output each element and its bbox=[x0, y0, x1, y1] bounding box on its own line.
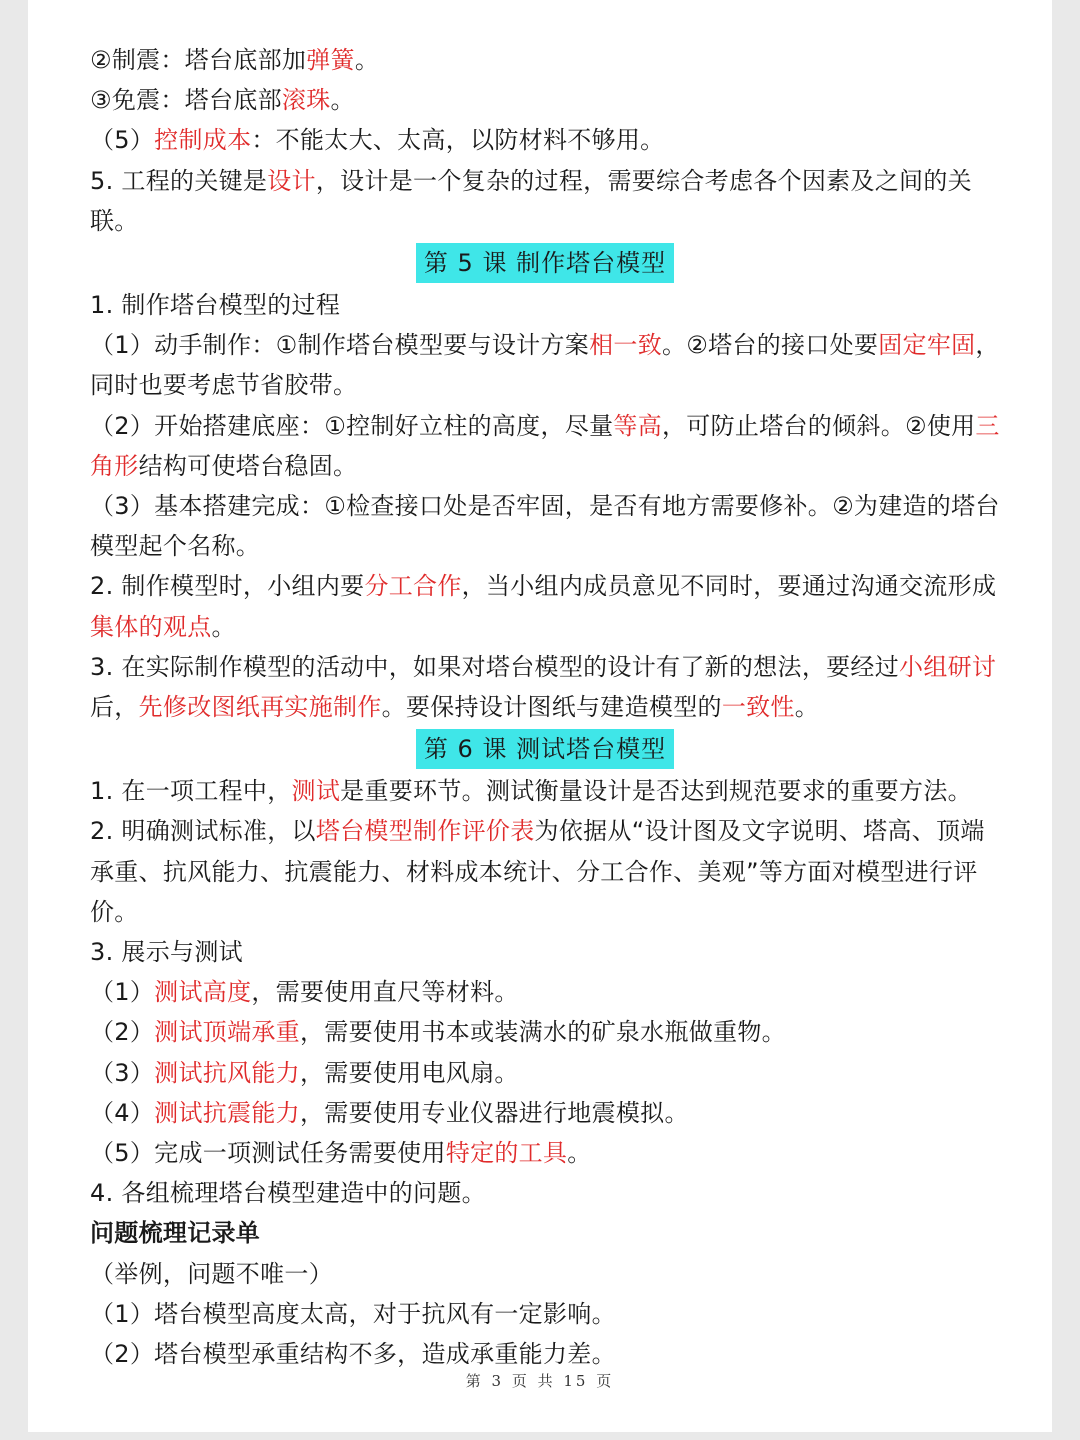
page-footer: 第 3 页 共 15 页 bbox=[465, 1372, 615, 1390]
text-segment: ，可防止塔台的倾斜。②使用 bbox=[662, 411, 976, 440]
text-segment: ③免震：塔台底部 bbox=[90, 86, 282, 115]
key-term: 分工合作 bbox=[364, 572, 462, 601]
text-segment: ，同时也要考虑节省胶带。 bbox=[90, 331, 1000, 400]
lesson-heading-highlight bbox=[416, 243, 674, 283]
key-term: 弹簧 bbox=[306, 46, 355, 74]
text-line bbox=[90, 80, 1000, 120]
text-line bbox=[90, 566, 1000, 646]
text-segment: 1. 制作塔台模型的过程 bbox=[90, 291, 341, 320]
key-term: 小组研讨 bbox=[899, 652, 997, 681]
key-term: 集体的观点 bbox=[90, 612, 212, 641]
text-segment: （3） bbox=[90, 1058, 155, 1087]
text-segment: 。②塔台的接口处要 bbox=[662, 331, 879, 360]
text-segment: 问题梳理记录单 bbox=[90, 1219, 261, 1248]
text-line bbox=[90, 325, 1000, 405]
text-segment: 。 bbox=[211, 612, 236, 641]
text-segment: 3. 展示与测试 bbox=[90, 938, 243, 967]
text-line bbox=[90, 811, 1000, 932]
text-segment: （4） bbox=[90, 1098, 155, 1127]
text-segment: （1） bbox=[90, 978, 155, 1007]
key-term: 测试顶端承重 bbox=[154, 1018, 300, 1047]
text-segment: （1）塔台模型高度太高，对于抗风有一定影响。 bbox=[90, 1299, 616, 1328]
text-segment: （2） bbox=[90, 1018, 155, 1047]
document-body bbox=[90, 40, 1000, 1374]
text-segment: 结构可使塔台稳固。 bbox=[138, 451, 358, 480]
text-line bbox=[90, 40, 1000, 80]
text-segment: ，需要使用书本或装满水的矿泉水瓶做重物。 bbox=[299, 1018, 786, 1047]
text-line bbox=[90, 406, 1000, 486]
key-term: 测试抗风能力 bbox=[154, 1058, 300, 1087]
text-segment: 。 bbox=[354, 46, 380, 74]
key-term: 特定的工具 bbox=[445, 1139, 568, 1168]
key-term: 一致性 bbox=[721, 693, 795, 722]
text-line bbox=[90, 1053, 1000, 1093]
text-segment: 。 bbox=[794, 693, 820, 722]
text-segment: ，当小组内成员意见不同时，要通过沟通交流形成 bbox=[461, 572, 997, 601]
text-segment: （5） bbox=[90, 126, 155, 155]
text-line bbox=[90, 285, 1000, 325]
text-line bbox=[90, 771, 1000, 811]
text-line bbox=[90, 486, 1000, 566]
key-term: 设计 bbox=[267, 166, 316, 195]
text-segment: ，设计是一个复杂的过程，需要综合考虑各个因素及之间的关联。 bbox=[90, 166, 972, 235]
key-term: 控制成本 bbox=[154, 126, 252, 155]
text-segment: 是重要环节。测试衡量设计是否达到规范要求的重要方法。 bbox=[340, 777, 972, 806]
key-term: 滚珠 bbox=[281, 86, 331, 115]
text-line bbox=[90, 1294, 1000, 1334]
text-line bbox=[90, 161, 1000, 241]
text-segment: 2. 明确测试标准，以 bbox=[90, 817, 316, 846]
text-line bbox=[90, 647, 1000, 727]
key-term: 塔台模型制作评价表 bbox=[315, 817, 535, 846]
lesson-heading bbox=[90, 241, 1000, 285]
text-line bbox=[90, 1093, 1000, 1133]
key-term: 测试 bbox=[291, 777, 341, 806]
text-segment: 1. 在一项工程中， bbox=[90, 777, 292, 806]
text-segment: （2）开始搭建底座：①控制好立柱的高度，尽量 bbox=[90, 411, 614, 440]
key-term: 固定牢固 bbox=[878, 331, 976, 360]
text-segment: 3. 在实际制作模型的活动中，如果对塔台模型的设计有了新的想法，要经过 bbox=[90, 652, 900, 681]
text-segment: 后， bbox=[90, 693, 139, 722]
text-segment: （2）塔台模型承重结构不多，造成承重能力差。 bbox=[90, 1340, 616, 1369]
key-term: 测试抗震能力 bbox=[154, 1098, 300, 1127]
lesson-heading-highlight bbox=[416, 729, 674, 769]
key-term: 先修改图纸再实施制作 bbox=[138, 693, 382, 722]
text-segment: ，需要使用专业仪器进行地震模拟。 bbox=[299, 1098, 689, 1127]
text-segment: 。 bbox=[330, 86, 355, 115]
key-term: 等高 bbox=[613, 411, 662, 440]
text-segment: （5）完成一项测试任务需要使用 bbox=[90, 1139, 446, 1168]
text-segment: ，需要使用电风扇。 bbox=[299, 1058, 519, 1087]
text-line bbox=[90, 972, 1000, 1012]
text-segment: 5. 工程的关键是 bbox=[90, 166, 268, 195]
section-title bbox=[90, 1213, 1000, 1253]
text-line bbox=[90, 1133, 1000, 1173]
text-segment: （3）基本搭建完成：①检查接口处是否牢固，是否有地方需要修补。②为建造的塔台模型起个名称。 bbox=[90, 492, 1000, 561]
text-segment: ②制震：塔台底部加 bbox=[90, 46, 307, 74]
text-line bbox=[90, 1012, 1000, 1052]
text-segment: 为依据从“设计图及文字说明、塔高、顶端承重、抗风能力、抗震能力、材料成本统计、分工合作、美观”等方面对模型进行评价。 bbox=[90, 817, 985, 926]
lesson-heading bbox=[90, 727, 1000, 771]
text-segment: （1）动手制作：①制作塔台模型要与设计方案 bbox=[90, 331, 590, 360]
text-segment: ，需要使用直尺等材料。 bbox=[251, 978, 519, 1007]
key-term: 测试高度 bbox=[154, 978, 252, 1007]
text-line bbox=[90, 1254, 1000, 1294]
text-segment: 第 5 课 制作塔台模型 bbox=[420, 245, 670, 281]
text-line bbox=[90, 932, 1000, 972]
text-segment: 第 6 课 测试塔台模型 bbox=[420, 731, 670, 767]
text-segment: ：不能太大、太高，以防材料不够用。 bbox=[251, 126, 665, 155]
text-segment: 2. 制作模型时，小组内要 bbox=[90, 572, 365, 601]
text-segment: （举例，问题不唯一） bbox=[90, 1259, 333, 1288]
key-term: 三角形 bbox=[90, 411, 1000, 480]
text-line bbox=[90, 1334, 1000, 1374]
key-term: 相一致 bbox=[589, 331, 662, 360]
text-line bbox=[90, 1173, 1000, 1213]
text-line bbox=[90, 120, 1000, 160]
text-segment: 。要保持设计图纸与建造模型的 bbox=[381, 693, 722, 722]
document-page bbox=[28, 0, 1052, 1432]
text-segment: 。 bbox=[567, 1139, 592, 1168]
text-segment: 4. 各组梳理塔台模型建造中的问题。 bbox=[90, 1179, 486, 1208]
